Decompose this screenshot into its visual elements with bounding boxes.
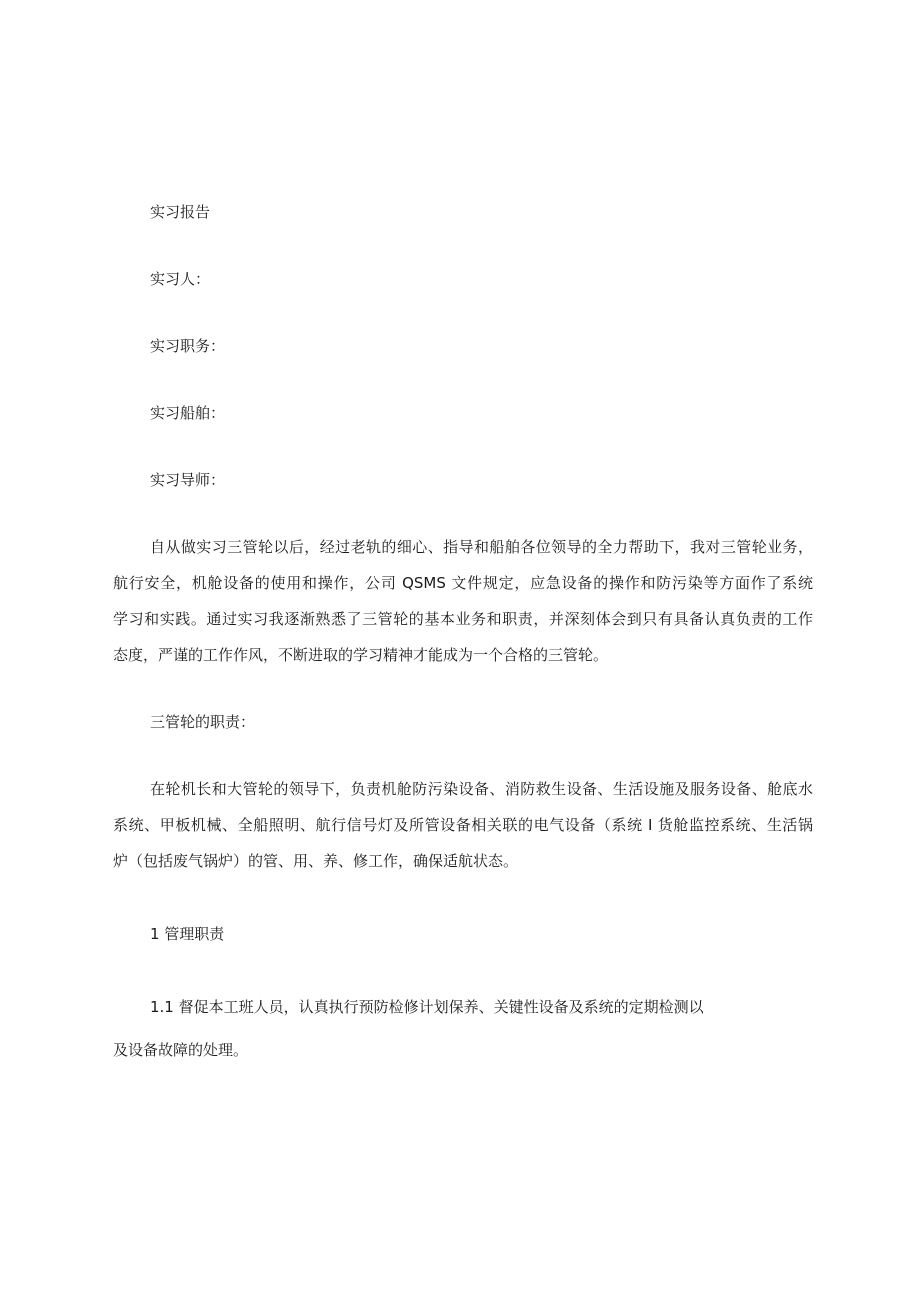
paragraph-line: 系统、甲板机械、全船照明、航行信号灯及所管设备相关联的电气设备（系统 I 货舱监控系统、生活锅 <box>113 816 813 834</box>
field-intern: 实习人： <box>150 270 211 288</box>
paragraph-line: 学习和实践。通过实习我逐渐熟悉了三管轮的基本业务和职责，并深刻体会到只有具备认真负责的工作 <box>113 610 813 628</box>
paragraph-line: 自从做实习三管轮以后，经过老轨的细心、指导和船舶各位领导的全力帮助下，我对三管轮业务， <box>150 538 813 556</box>
report-title: 实习报告 <box>150 203 211 221</box>
paragraph-line: 及设备故障的处理。 <box>113 1041 249 1059</box>
paragraph-line: 炉（包括废气锅炉）的管、用、养、修工作，确保适航状态。 <box>113 852 519 870</box>
duties-heading: 三管轮的职责： <box>150 713 256 731</box>
paragraph-line: 1.1 督促本工班人员，认真执行预防检修计划保养、关键性设备及系统的定期检测以 <box>150 998 704 1016</box>
paragraph-line: 在轮机长和大管轮的领导下，负责机舱防污染设备、消防救生设备、生活设施及服务设备、舱底水 <box>150 780 813 798</box>
paragraph-line: 态度，严谨的工作作风，不断进取的学习精神才能成为一个合格的三管轮。 <box>113 646 609 664</box>
field-mentor: 实习导师： <box>150 471 226 489</box>
paragraph-line: 航行安全，机舱设备的使用和操作，公司 QSMS 文件规定，应急设备的操作和防污染等方面作了系统 <box>113 574 813 592</box>
field-position: 实习职务： <box>150 337 226 355</box>
section-heading-1: 1 管理职责 <box>150 925 225 943</box>
field-vessel: 实习船舶： <box>150 404 226 422</box>
